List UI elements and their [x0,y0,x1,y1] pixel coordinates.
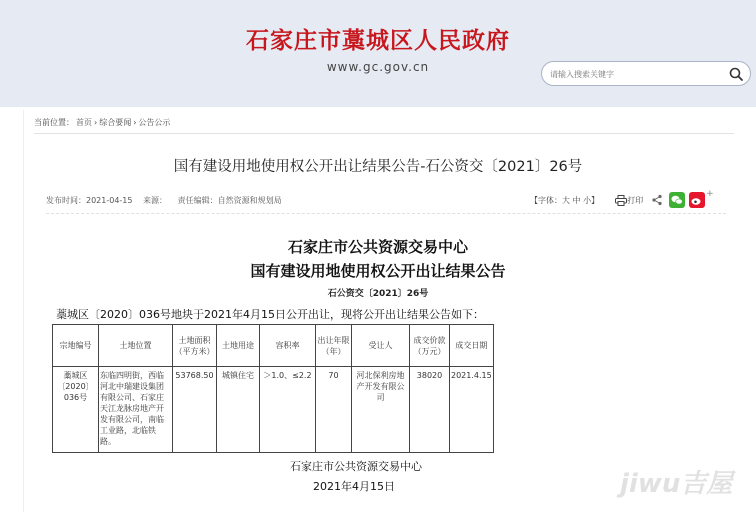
table-row [53,367,494,453]
site-name[interactable]: 石家庄市藁城区人民政府 [246,28,510,54]
article-meta [46,195,290,206]
weibo-icon[interactable] [689,192,705,208]
divider [34,133,734,134]
notice-intro: 藁城区〔2020〕036号地块于2021年4月15日公开出让，现将公开出让结果公告如下： [56,308,484,321]
column-header: 受让人 [352,325,410,367]
column-header: 土地面积（平方米） [173,325,217,367]
notice-doc-number: 石公资交〔2021〕26号 [327,289,429,299]
table-cell: 2021.4.15 [450,367,494,453]
table-cell: 70 [316,367,352,453]
share-icon[interactable] [651,194,663,206]
search-box [541,61,751,86]
notice-heading: 国有建设用地使用权公开出让结果公告 [250,262,506,280]
table-cell: 38020 [410,367,450,453]
jiwu-watermark [612,462,752,502]
column-header: 容积率 [260,325,316,367]
notice-issuer: 石家庄市公共资源交易中心 [287,238,468,256]
search-input[interactable] [550,66,720,82]
table-cell: 河北保利房地产开发有限公司 [352,367,410,453]
column-header: 土地位置 [99,325,173,367]
breadcrumb-prefix: 当前位置： [34,118,74,127]
article-editor: 责任编辑：自然资源和规划局 [177,196,282,205]
column-header: 宗地编号 [53,325,99,367]
table-cell: 53768.50 [173,367,217,453]
table-cell: 藁城区〔2020〕036号 [53,367,99,453]
search-icon[interactable] [728,66,744,82]
watermark-text: jiwu吉屋 [620,469,733,499]
breadcrumb-link-news[interactable]: 综合要闻 [99,118,132,127]
article-title: 国有建设用地使用权公开出让结果公告-石公资交〔2021〕26号 [173,159,583,175]
plus-icon[interactable]: + [706,189,714,199]
notice-date: 2021年4月15日 [313,480,395,493]
breadcrumb-separator: › [133,118,137,127]
article-tools [530,189,714,208]
print-label: 打印 [627,195,644,205]
font-size-switch[interactable]: 【字体：大 中 小】 [530,195,600,205]
land-result-table [52,324,494,453]
column-header: 成交日期 [450,325,494,367]
table-header-row [53,325,494,367]
notice-signer: 石家庄市公共资源交易中心 [290,460,422,473]
table-cell: ＞1.0、≤2.2 [260,367,316,453]
wechat-icon[interactable] [669,192,685,208]
printer-icon [615,195,627,206]
print-button[interactable] [615,195,643,206]
breadcrumb [34,117,172,128]
article-source: 来源： [143,196,168,205]
site-url: www.gc.gov.cn [326,60,430,74]
breadcrumb-link-notices[interactable]: 公告公示 [138,118,171,127]
divider [46,213,726,214]
column-header: 成交价款（万元） [410,325,450,367]
publish-time: 发布时间：2021-04-15 [46,196,133,205]
breadcrumb-link-home[interactable]: 首页 [76,118,92,127]
table-cell: 城镇住宅 [217,367,260,453]
table-cell: 东临四明街，西临河北中瑞建设集团有限公司、石家庄天江龙脉房地产开发有限公司，南临工业路，北临铁路。 [99,367,173,453]
site-header [0,0,756,107]
column-header: 土地用途 [217,325,260,367]
column-header: 出让年限（年） [316,325,352,367]
breadcrumb-separator: › [94,118,98,127]
